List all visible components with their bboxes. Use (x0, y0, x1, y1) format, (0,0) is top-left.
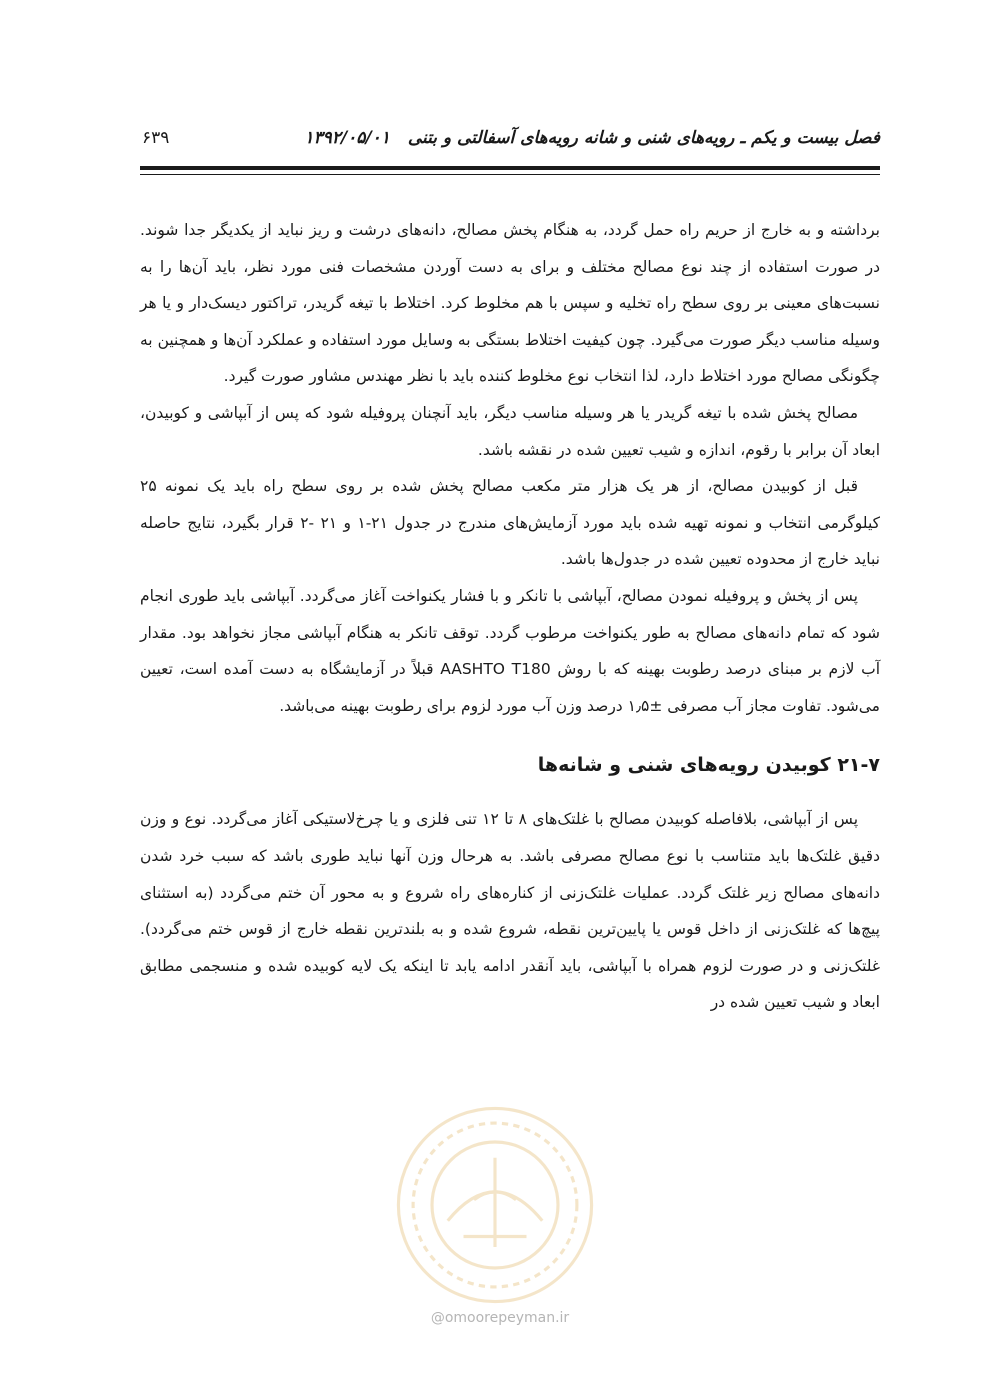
page-header (140, 128, 880, 158)
header-rule-thick (140, 166, 880, 170)
section-paragraph: پس از آبپاشی، بلافاصله کوبیدن مصالح با غلتک‌های ۸ تا ۱۲ تنی فلزی و یا چرخ‌لاستیکی آغاز می‌گردد. نوع و وزن دقیق غلتک‌ها باید متناسب با نوع مصالح مصرفی باشد. به هرحال وزن آنها نباید طوری باشد که سبب خرد شدن دانه‌های مصالح زیر غلتک گردد. عملیات غلتک‌زنی از کناره‌های راه شروع و به محور آن ختم می‌گردد (به استثنای پیچ‌ها که غلتک‌زنی از داخل قوس یا پایین‌ترین نقطه، شروع شده و به بلندترین نقطه خارج از قوس ختم می‌گردد). غلتک‌زنی و در صورت لزوم همراه با آبپاشی، باید آنقدر ادامه یابد تا اینکه یک لایه کوبیده شده و منسجمی مطابق ابعاد و شیب تعیین شده در (140, 810, 880, 1012)
paragraph-2: مصالح پخش شده با تیغه گریدر یا هر وسیله مناسب دیگر، باید آنچنان پروفیله شود که پس از آبپاشی و کوبیدن، ابعاد آن برابر با رقوم، اندازه و شیب تعیین شده در نقشه باشد. (140, 403, 880, 459)
document-body (140, 212, 880, 1021)
section-heading: ۲۱-۷ کوبیدن رویه‌های شنی و شانه‌ها (537, 754, 880, 777)
watermark-text: @omoorepeyman.ir (430, 1310, 570, 1326)
paragraph-3: قبل از کوبیدن مصالح، از هر یک هزار متر مکعب مصالح پخش شده بر روی سطح راه باید یک نمونه ۲۵ کیلوگرمی انتخاب و نمونه تهیه شده باید مورد آزمایش‌های مندرج در جدول ۲۱-۱ و ۲۱ -۲ قرار بگیرد، نتایج حاصله نباید خارج از محدوده تعیین شده در جدول‌ها باشد. (140, 477, 880, 569)
header-title-line (304, 128, 880, 148)
header-date: ۱۳۹۲/۰۵/۰۱ (304, 128, 390, 148)
watermark-seal-icon (390, 1100, 600, 1310)
chapter-title: فصل بیست و یکم ـ رویه‌های شنی و شانه رویه‌های آسفالتی و بتنی (407, 128, 880, 148)
header-rule-thin (140, 174, 880, 175)
paragraph-1: برداشته و به خارج از حریم راه حمل گردد، به هنگام پخش مصالح، دانه‌های درشت و ریز نباید از یکدیگر جدا شوند. در صورت استفاده از چند نوع مصالح مختلف و برای به دست آوردن مشخصات فنی مورد نظر، باید آن‌ها را به نسبت‌های معینی بر روی سطح راه تخلیه و سپس با هم مخلوط کرد. اختلاط با تیغه گریدر، تراکتور دیسک‌دار و یا هر وسیله مناسب دیگر صورت می‌گیرد. چون کیفیت اختلاط بستگی به وسایل مورد استفاده و عملکرد آن‌ها و همچنین به چگونگی مصالح مورد اختلاط دارد، لذا انتخاب نوع مخلوط کننده باید با نظر مهندس مشاور صورت گیرد. (140, 221, 880, 386)
paragraph-4: پس از پخش و پروفیله نمودن مصالح، آبپاشی با تانکر و با فشار یکنواخت آغاز می‌گردد. آبپاشی باید طوری انجام شود که تمام دانه‌های مصالح به طور یکنواخت مرطوب گردد. توقف تانکر به هنگام آبپاشی مجاز نخواهد بود. مقدار آب لازم بر مبنای درصد رطوبت بهینه که با روش AASHTO T180 قبلاً در آزمایشگاه به دست آمده است، تعیین می‌شود. تفاوت مجاز آب مصرفی ±۱٫۵ درصد وزن آب مورد لزوم برای رطوبت بهینه می‌باشد. (140, 586, 881, 715)
page-number: ۶۳۹ (142, 128, 170, 148)
